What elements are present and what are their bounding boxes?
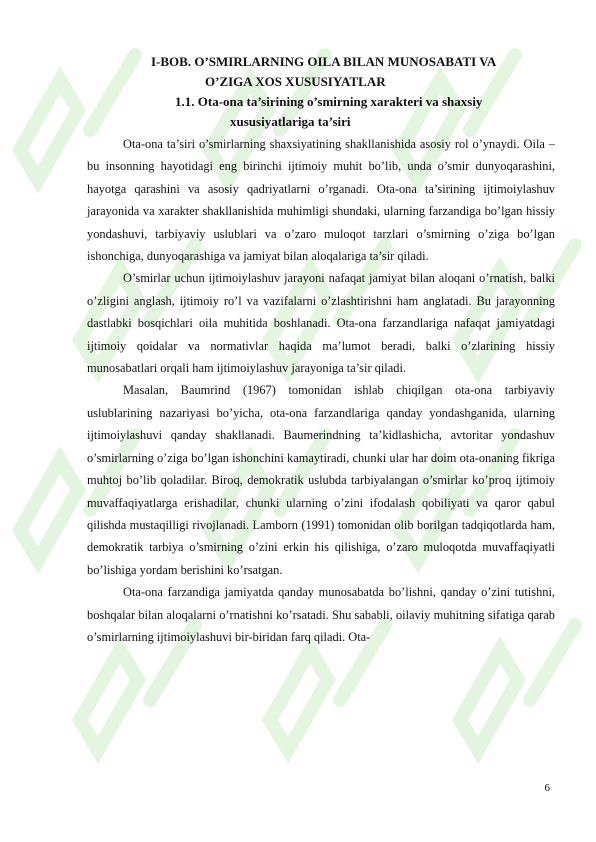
chapter-title-line-2: O’ZIGA XOS XUSUSIYATLAR [205, 74, 386, 89]
body-paragraph: Masalan, Baumrind (1967) tomonidan ishlab chiqilgan ota-ona tarbiyaviy uslublarining nazariyasi bo’yicha, ota-ona farzandlariga qanday yondashganida, ularning ijtimoiylashuvi qanday shakllanadi. Baumerindning ta’kidlashicha, avtoritar yondashuv o’smirlarning o’ziga bo’lgan ishonchini kamaytiradi, chunki ular har doim ota-onaning fikriga muhtoj bo’lib qoladilar. Biroq, demokratik uslubda tarbiyalangan o’smirlar ko’proq ijtimoiy muvaffaqiyatlarga erishadilar, chunki ularning o’zini ifodalash qobiliyati va qaror qabul qilishda mustaqilligi rivojlanadi. Lamborn (1991) tomonidan olib borilgan tadqiqotlarda ham, demokratik tarbiya o’smirning o’zini erkin his qilishiga, o’zaro muloqotda muvaffaqiyatli bo’lishiga yordam berishini ko’rsatgan. [87, 383, 555, 577]
body-paragraph: Ota-ona ta’siri o’smirlarning shaxsiyatining shakllanishida asosiy rol o’ynaydi. Oila – bu insonning hayotidagi eng birinchi ijtimoiy muhit bo’lib, unda o’smir dunyoqarashini, hayotga qarashini va asosiy qadriyatlarni o’rganadi. Ota-ona ta’sirining ijtimoiylashuv jarayonida va xarakter shakllanishida muhimligi shundaki, ularning farzandiga bo’lgan hissiy yondashuvi, tarbiyaviy uslublari va o’zaro muloqot tarzlari o’smirning o’ziga bo’lgan ishonchiga, dunyoqarashiga va jamiyat bilan aloqalariga ta’sir qiladi. [87, 137, 555, 264]
section-title-line-1: 1.1. Ota-ona ta’sirining o’smirning xarakteri va shaxsiy [175, 94, 483, 109]
page-content [87, 52, 555, 648]
body-paragraph: O’smirlar uchun ijtimoiylashuv jarayoni nafaqat jamiyat bilan aloqani o’rnatish, balki o’zligini anglash, ijtimoiy ro’l va vazifalarni o’zlashtirishni ham anglatadi. Bu jarayonning dastlabki bosqichlari oila muhitida boshlanadi. Ota-ona farzandlariga nafaqat jamiyatdagi ijtimoiy qoidalar va normativlar haqida ma’lumot beradi, balki o’zlarining hissiy munosabatlari orqali ham ijtimoiylashuv jarayoniga ta’sir qiladi. [87, 271, 555, 376]
body-paragraph: Ota-ona farzandiga jamiyatda qanday munosabatda bo’lishni, qanday o’zini tutishni, boshqalar bilan aloqalarni o’rnatishni ko’rsatadi. Shu sababli, oilaviy muhitning sifatiga qarab o’smirlarning ijtimoiylashuvi bir-biridan farq qiladi. Ota- [87, 585, 555, 644]
page-number: 6 [544, 782, 550, 794]
chapter-title-line-1: I-BOB. O’SMIRLARNING OILA BILAN MUNOSABATI VA [151, 54, 497, 69]
section-title-line-2: xususiyatlariga ta’siri [230, 114, 351, 129]
